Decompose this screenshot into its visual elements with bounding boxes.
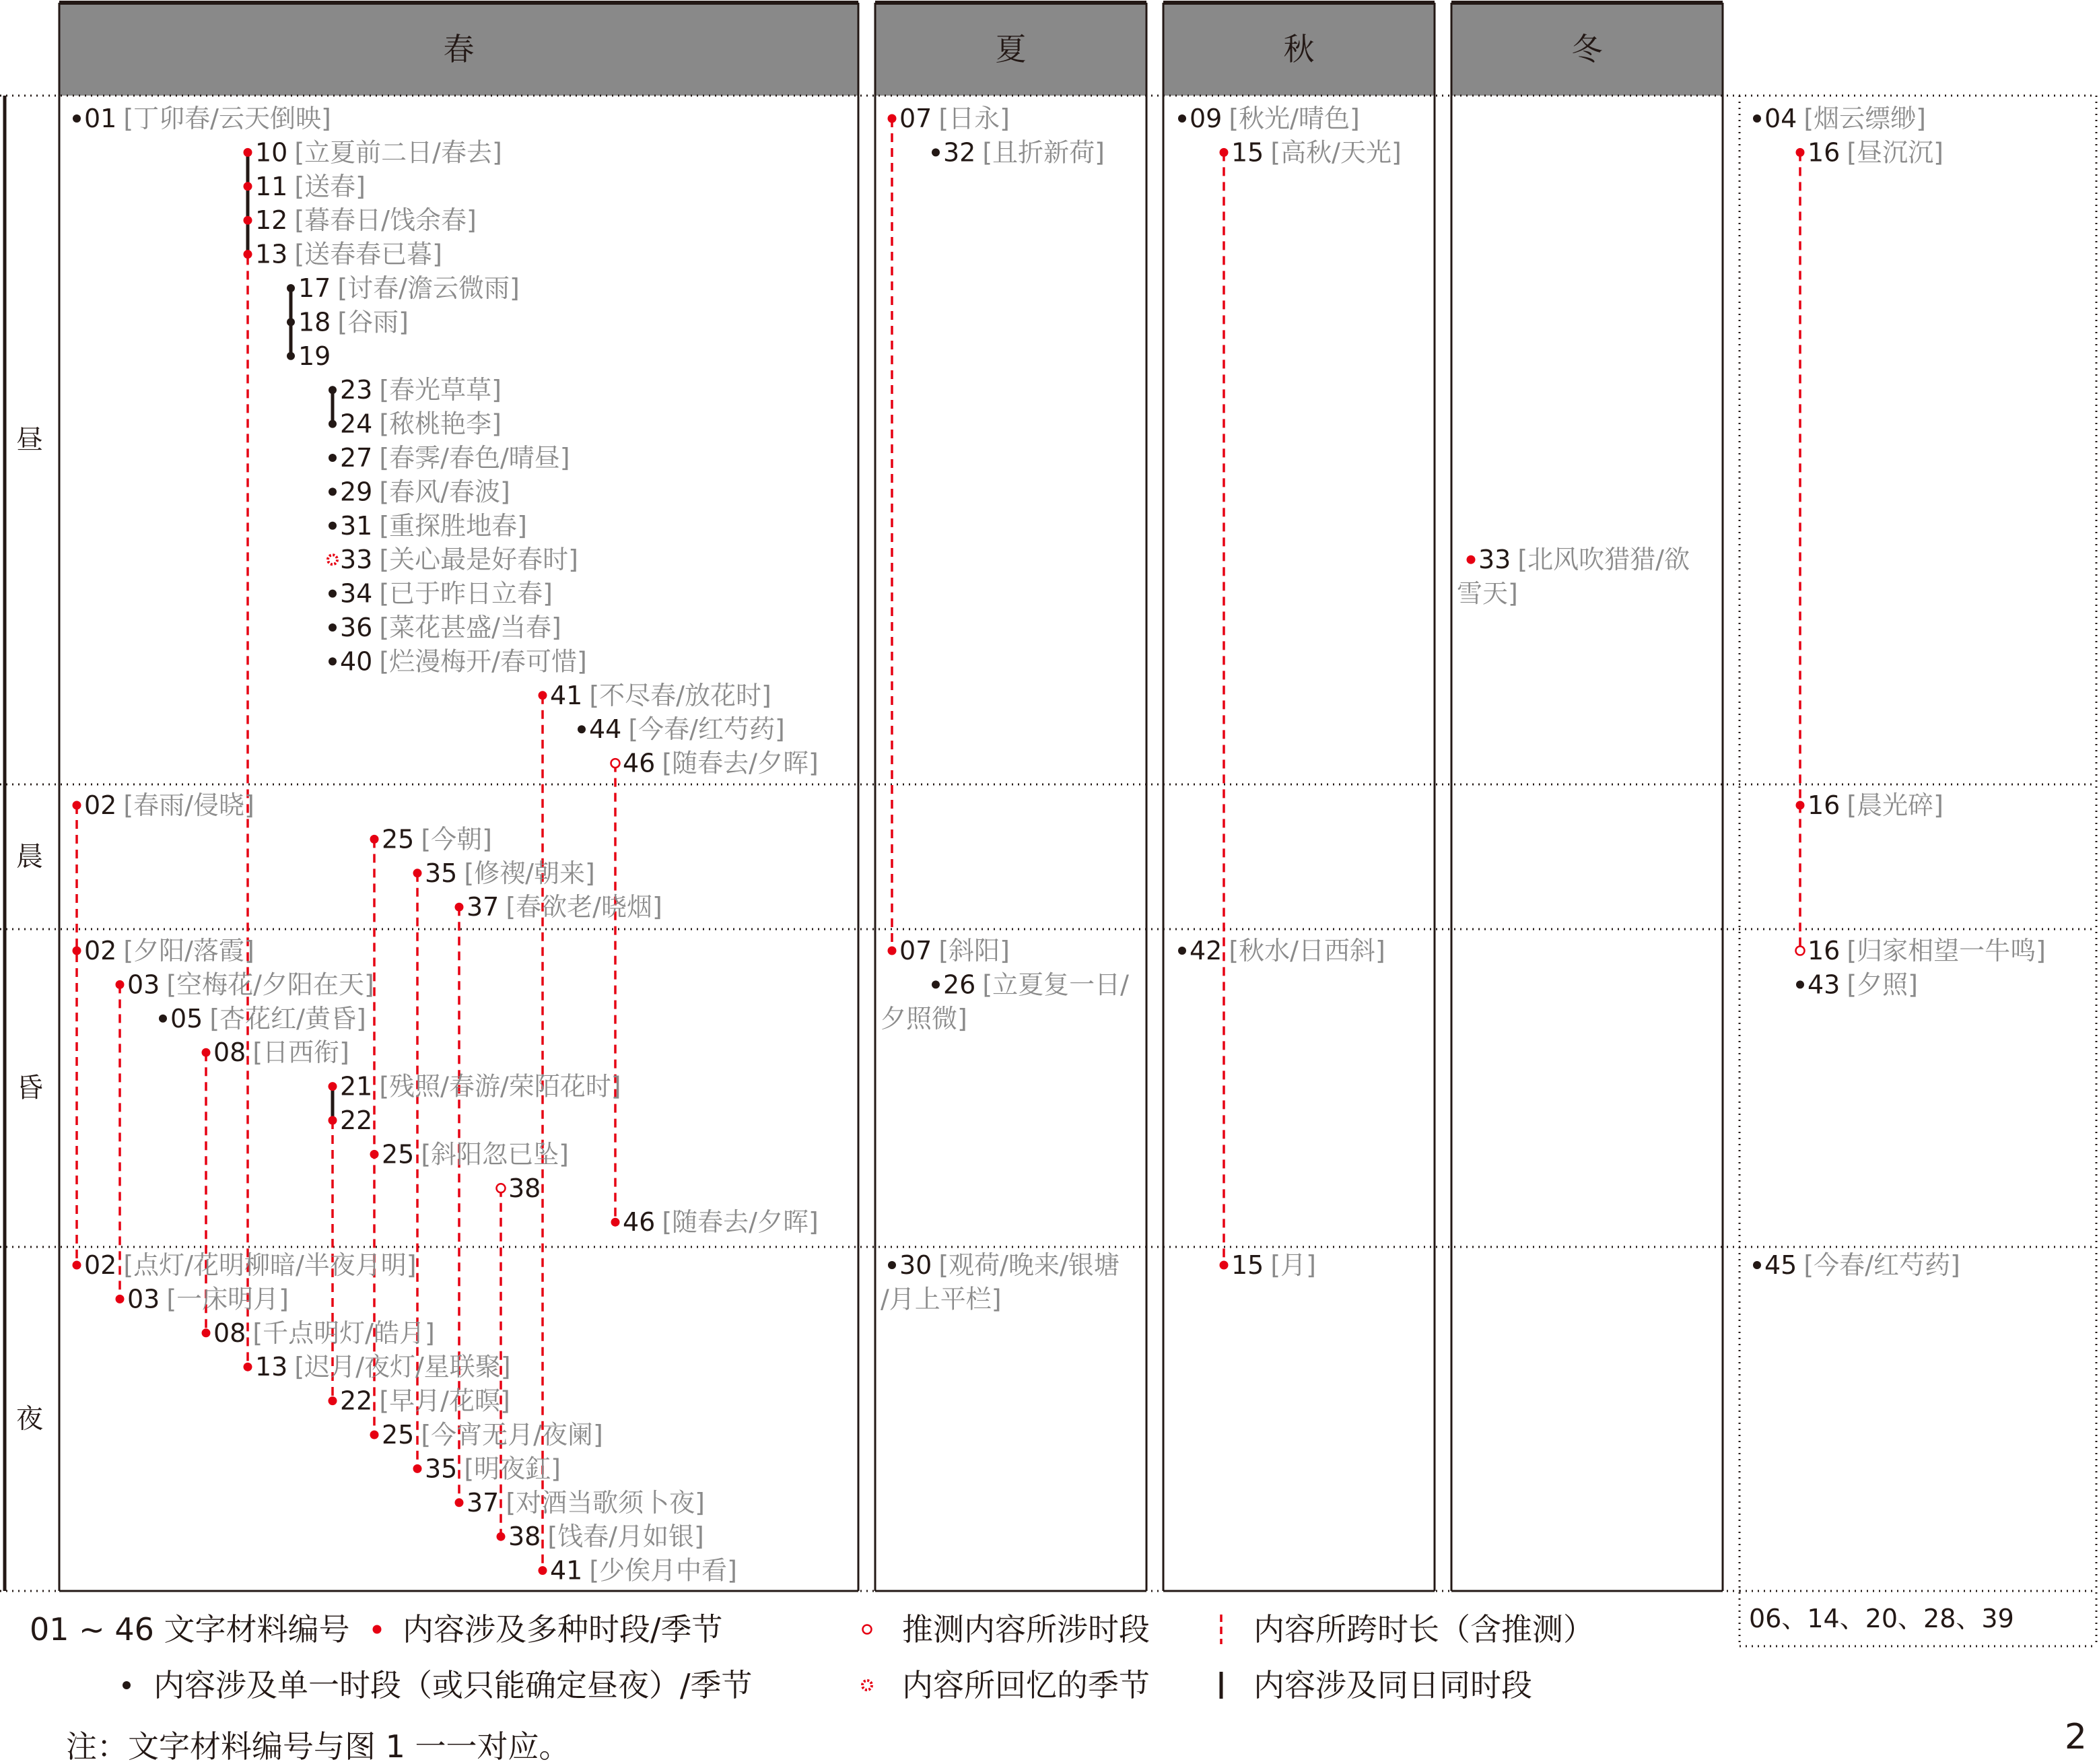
entry-text: [春风/春波]: [379, 477, 510, 507]
single-period-marker: [1178, 114, 1186, 123]
multi-period-marker: [329, 1082, 337, 1091]
entry-label: [340, 409, 502, 439]
entry-text: [且折新荷]: [982, 137, 1105, 168]
entry-label: [1764, 104, 1926, 133]
single-period-marker: [287, 352, 295, 360]
entry-label: [1190, 936, 1385, 965]
inferred-period-marker: [611, 759, 620, 768]
entry-number: 04: [1764, 104, 1797, 133]
single-period-marker: [932, 980, 940, 988]
multi-period-marker: [1467, 555, 1476, 564]
entry-text: [残照/春游/荣陌花时]: [379, 1071, 621, 1101]
entry-number: 03: [127, 1284, 160, 1314]
entry-number: 02: [84, 790, 117, 820]
row-label-night: 夜: [16, 1403, 43, 1435]
legend-range: 01 ~ 46 文字材料编号: [30, 1611, 350, 1648]
entry-number: 35: [425, 1454, 458, 1484]
entry-label: [467, 1488, 705, 1518]
entry-label: [340, 646, 587, 676]
inferred-period-marker: [497, 1184, 506, 1192]
multi-period-marker: [1220, 1261, 1229, 1270]
multi-period-marker: [539, 1566, 547, 1575]
entry-number: 36: [340, 613, 373, 642]
entry-label: [508, 1522, 704, 1551]
entry-number: 41: [550, 680, 583, 710]
entry-number: 35: [425, 858, 458, 888]
entry-label: [1808, 137, 1943, 167]
single-period-marker: [287, 318, 295, 326]
legend-multi-marker: [373, 1625, 382, 1634]
entry-number: 19: [298, 341, 331, 371]
entry-number: 26: [943, 970, 976, 1000]
entry-number: 40: [340, 646, 373, 677]
multi-period-marker: [1796, 148, 1805, 157]
entry-text: [千点明灯/皓月]: [252, 1318, 435, 1348]
entry-label: [623, 749, 819, 778]
entry-text: [对酒当歌须卜夜]: [506, 1487, 706, 1518]
multi-period-marker: [370, 1431, 379, 1439]
entry-text: [秋光/晴色]: [1229, 104, 1360, 133]
multi-period-marker: [1220, 148, 1229, 157]
row-label-morning: 晨: [16, 841, 43, 873]
legend-single-marker: [123, 1681, 131, 1689]
entry-text: [春霁/春色/晴昼]: [379, 443, 570, 473]
entry-number: 29: [340, 477, 373, 507]
entry-label: [382, 1420, 603, 1450]
entry-text: [今宵无月/夜阑]: [421, 1420, 603, 1450]
entry-number: 33: [1478, 545, 1511, 575]
entry-label: [255, 205, 477, 235]
entry-text: [夕照]: [1847, 970, 1919, 1000]
multi-period-marker: [455, 1498, 464, 1507]
entry-label: [84, 790, 254, 820]
legend-inferred-marker: [863, 1625, 872, 1634]
multi-period-marker: [1796, 801, 1805, 810]
row-label-day: 昼: [16, 424, 43, 456]
entry-label: [340, 613, 561, 642]
multi-period-marker: [539, 691, 547, 700]
entry-label: [340, 375, 502, 405]
entry-label: [508, 1174, 541, 1203]
entry-label: [255, 240, 442, 269]
entry-label: [340, 443, 570, 473]
entry-label: [255, 172, 366, 201]
entry-number: 33: [340, 545, 373, 575]
multi-period-marker: [370, 1150, 379, 1159]
multi-period-marker: [329, 1396, 337, 1405]
multi-period-marker: [413, 869, 422, 877]
entry-text: [今春/红芍药]: [1803, 1250, 1960, 1280]
entry-text: [关心最是好春时]: [379, 545, 579, 575]
entry-text: [晨光碎]: [1847, 790, 1944, 820]
entry-number: 01: [84, 104, 117, 133]
entry-label: [340, 511, 527, 541]
entry-label: [1190, 104, 1360, 133]
entry-number: 38: [508, 1522, 541, 1552]
single-period-marker: [1178, 947, 1186, 955]
page-number: 2: [2064, 1717, 2087, 1757]
recalled-season-marker: [328, 555, 337, 564]
entry-label: [943, 970, 1129, 999]
entry-number: 02: [84, 1250, 117, 1280]
single-period-marker: [329, 420, 337, 428]
entry-number: 30: [899, 1250, 932, 1280]
entry-number: 07: [899, 104, 932, 133]
legend-multi-text: 内容涉及多种时段/季节: [403, 1611, 723, 1648]
entry-text: [高秋/天光]: [1270, 137, 1402, 168]
entry-label: [881, 1004, 967, 1033]
entry-number: 13: [255, 1352, 288, 1382]
multi-period-marker: [370, 835, 379, 844]
entry-label: [340, 579, 553, 609]
figure-note: 注：文字材料编号与图 1 一一对应。: [66, 1728, 570, 1764]
single-period-marker: [329, 454, 337, 462]
entry-label: [170, 1004, 366, 1033]
entry-label: [943, 137, 1105, 167]
entry-text: /月上平栏]: [881, 1284, 1002, 1314]
single-period-marker: [932, 148, 940, 156]
multi-period-marker: [888, 947, 897, 955]
entry-text: [今朝]: [421, 824, 493, 854]
entry-text: 雪天]: [1457, 578, 1518, 609]
entry-label: [382, 1139, 569, 1169]
entry-text: [今春/红芍药]: [628, 714, 785, 745]
entry-label: [340, 1072, 621, 1101]
multi-period-marker: [244, 148, 252, 157]
entry-label: [425, 1454, 561, 1483]
multi-period-marker: [244, 250, 252, 259]
entry-text: [修禊/朝来]: [464, 858, 595, 888]
entry-number: 43: [1808, 970, 1840, 1000]
entry-text: [日西衔]: [252, 1038, 350, 1068]
single-period-marker: [329, 590, 337, 598]
entry-number: 38: [508, 1173, 541, 1203]
entry-number: 08: [213, 1038, 246, 1068]
legend-inferred-text: 推测内容所涉时段: [902, 1611, 1150, 1648]
entry-label: [550, 681, 771, 710]
multi-period-marker: [202, 1048, 211, 1057]
entry-number: 23: [340, 375, 373, 405]
entry-label: [84, 936, 254, 965]
multi-period-marker: [413, 1464, 422, 1473]
entry-number: 37: [467, 1487, 500, 1518]
multi-period-marker: [611, 1218, 620, 1227]
entry-text: [送春]: [294, 171, 366, 201]
entry-label: [589, 714, 785, 744]
entry-number: 22: [340, 1386, 373, 1416]
entry-number: 22: [340, 1106, 373, 1135]
entry-label: [899, 104, 1010, 133]
entry-label: [623, 1207, 819, 1237]
multi-period-marker: [244, 1363, 252, 1371]
entry-label: [881, 1284, 1002, 1314]
multi-period-marker: [73, 947, 81, 955]
entry-label: [255, 137, 502, 167]
multi-period-marker: [888, 114, 897, 123]
unassigned-numbers: 06、14、20、28、39: [1749, 1604, 2014, 1633]
entry-text: [讨春/澹云微雨]: [337, 273, 520, 303]
single-period-marker: [578, 725, 586, 733]
entry-text: [暮春日/饯余春]: [294, 205, 477, 236]
entry-label: [1231, 1250, 1316, 1280]
entry-text: [杏花红/黄昏]: [209, 1003, 366, 1033]
entry-label: [1808, 970, 1918, 999]
entry-label: [425, 858, 595, 888]
entry-number: 08: [213, 1318, 246, 1348]
entry-text: [重探胜地春]: [379, 510, 528, 541]
entry-text: [送春春已暮]: [294, 239, 443, 269]
season-header-label: 秋: [1283, 31, 1315, 67]
entry-text: [春欲老/晓烟]: [506, 892, 662, 922]
entry-text: [观荷/晚来/银塘: [938, 1250, 1120, 1280]
entry-number: 31: [340, 510, 373, 541]
entry-number: 13: [255, 239, 288, 269]
entry-text: [明夜釭]: [464, 1454, 561, 1484]
multi-period-marker: [455, 903, 464, 912]
season-header-label: 春: [443, 31, 475, 67]
entry-label: [1764, 1250, 1960, 1280]
entry-text: 夕照微]: [881, 1003, 967, 1033]
entry-number: 11: [255, 171, 288, 201]
entry-label: [1808, 790, 1943, 820]
entry-text: [月]: [1270, 1250, 1317, 1280]
entry-label: [298, 307, 409, 337]
entry-text: [随春去/夕晖]: [662, 748, 819, 778]
multi-period-marker: [202, 1328, 211, 1337]
legend-same-text: 内容涉及同日同时段: [1253, 1667, 1532, 1703]
entry-number: 16: [1808, 936, 1840, 965]
entry-text: [立夏复一日/: [982, 970, 1129, 1000]
entry-text: [春光草草]: [379, 375, 502, 405]
entry-label: [84, 104, 331, 133]
entry-number: 32: [943, 137, 976, 168]
entry-label: [1808, 936, 2046, 965]
entry-label: [340, 545, 578, 574]
multi-period-marker: [244, 216, 252, 225]
entry-number: 45: [1764, 1250, 1797, 1280]
single-period-marker: [159, 1015, 167, 1023]
single-period-marker: [1753, 1261, 1761, 1269]
season-header-label: 夏: [995, 31, 1027, 67]
entry-label: [1478, 545, 1690, 574]
entry-text: [秋水/日西斜]: [1229, 936, 1385, 965]
entry-text: [烂漫梅开/春可惜]: [379, 646, 587, 677]
single-period-marker: [1796, 980, 1804, 988]
entry-label: [298, 341, 331, 371]
single-period-marker: [1753, 114, 1761, 123]
entry-text: [已于昨日立春]: [379, 578, 553, 609]
legend-recalled-marker: [862, 1681, 872, 1690]
single-period-marker: [329, 386, 337, 394]
single-period-marker: [287, 284, 295, 292]
entry-number: 10: [255, 137, 288, 168]
entry-text: [随春去/夕晖]: [662, 1207, 819, 1237]
entry-number: 09: [1190, 104, 1223, 133]
entry-number: 27: [340, 443, 373, 473]
entry-label: [340, 477, 510, 506]
multi-period-marker: [116, 1295, 125, 1303]
single-period-marker: [888, 1261, 896, 1269]
single-period-marker: [329, 522, 337, 530]
entry-number: 46: [623, 748, 656, 778]
multi-period-marker: [73, 1261, 81, 1270]
entry-label: [899, 936, 1010, 965]
entry-text: [点灯/花明柳暗/半夜月明]: [123, 1250, 417, 1280]
entry-number: 05: [170, 1003, 203, 1033]
entry-text: [春雨/侵晓]: [123, 790, 254, 820]
multi-period-marker: [497, 1532, 506, 1541]
entry-text: [迟月/夜灯/星联聚]: [294, 1352, 511, 1382]
entry-number: 02: [84, 936, 117, 965]
entry-text: [一床明月]: [166, 1284, 289, 1314]
entry-label: [340, 1386, 510, 1416]
entry-number: 25: [382, 824, 415, 854]
entry-label: [84, 1250, 417, 1280]
legend-recalled-text: 内容所回忆的季节: [902, 1667, 1150, 1703]
entry-text: [少俟月中看]: [589, 1555, 738, 1586]
entry-text: [日永]: [938, 104, 1010, 133]
entry-number: 17: [298, 273, 331, 303]
entry-text: [菜花甚盛/当春]: [379, 613, 561, 642]
single-period-marker: [329, 487, 337, 496]
entry-text: [夕阳/落霞]: [123, 936, 254, 965]
entry-label: [213, 1038, 349, 1067]
entry-number: 25: [382, 1420, 415, 1450]
multi-period-marker: [244, 182, 252, 191]
entry-number: 21: [340, 1071, 373, 1101]
entry-number: 41: [550, 1555, 583, 1586]
entry-label: [1231, 137, 1402, 167]
entry-text: [烟云缥缈]: [1803, 104, 1927, 133]
season-header-label: 冬: [1571, 31, 1603, 67]
entry-number: 34: [340, 578, 373, 609]
entry-label: [127, 1284, 289, 1314]
multi-period-marker: [329, 1116, 337, 1125]
inferred-period-marker: [1796, 947, 1805, 955]
entry-label: [899, 1250, 1120, 1280]
entry-label: [382, 824, 492, 854]
entry-text: [立夏前二日/春去]: [294, 137, 502, 168]
entry-number: 16: [1808, 137, 1840, 168]
entry-text: [空梅花/夕阳在天]: [166, 970, 374, 1000]
entry-number: 37: [467, 892, 500, 922]
entry-number: 24: [340, 409, 373, 439]
entry-number: 18: [298, 307, 331, 337]
entry-number: 42: [1190, 936, 1223, 965]
entry-label: [127, 970, 374, 999]
single-period-marker: [329, 657, 337, 665]
multi-period-marker: [73, 801, 81, 810]
entry-number: 46: [623, 1207, 656, 1237]
entry-number: 25: [382, 1139, 415, 1169]
entry-label: [298, 273, 520, 303]
entry-text: [斜阳]: [938, 936, 1010, 965]
row-label-dusk: 昏: [16, 1073, 43, 1104]
entry-text: [斜阳忽已坠]: [421, 1139, 570, 1169]
entry-text: [丁卯春/云天倒映]: [123, 104, 331, 133]
entry-label: [340, 1106, 372, 1135]
entry-text: [昼沉沉]: [1847, 137, 1944, 168]
entry-label: [550, 1556, 737, 1586]
entry-number: 07: [899, 936, 932, 965]
single-period-marker: [73, 114, 81, 123]
entry-number: 16: [1808, 790, 1840, 820]
legend-single-text: 内容涉及单一时段（或只能确定昼夜）/季节: [153, 1667, 753, 1703]
entry-number: 15: [1231, 1250, 1264, 1280]
multi-period-marker: [116, 980, 125, 989]
entry-number: 15: [1231, 137, 1264, 168]
entry-number: 03: [127, 970, 160, 1000]
entry-label: [1457, 579, 1518, 609]
entry-label: [467, 892, 662, 922]
entry-number: 12: [255, 205, 288, 236]
entry-text: [秾桃艳李]: [379, 409, 502, 439]
single-period-marker: [329, 623, 337, 632]
entry-text: [不尽春/放花时]: [589, 680, 771, 710]
entry-text: [早月/花暝]: [379, 1386, 510, 1416]
entry-text: [饯春/月如银]: [547, 1522, 704, 1552]
entry-number: 44: [589, 714, 622, 745]
entry-text: [归家相望一牛鸣]: [1847, 936, 2046, 965]
entry-text: [北风吹猎猎/欲: [1517, 545, 1690, 575]
entry-label: [255, 1352, 511, 1382]
entry-text: [谷雨]: [337, 307, 409, 337]
legend-duration-text: 内容所跨时长（含推测）: [1253, 1611, 1594, 1648]
